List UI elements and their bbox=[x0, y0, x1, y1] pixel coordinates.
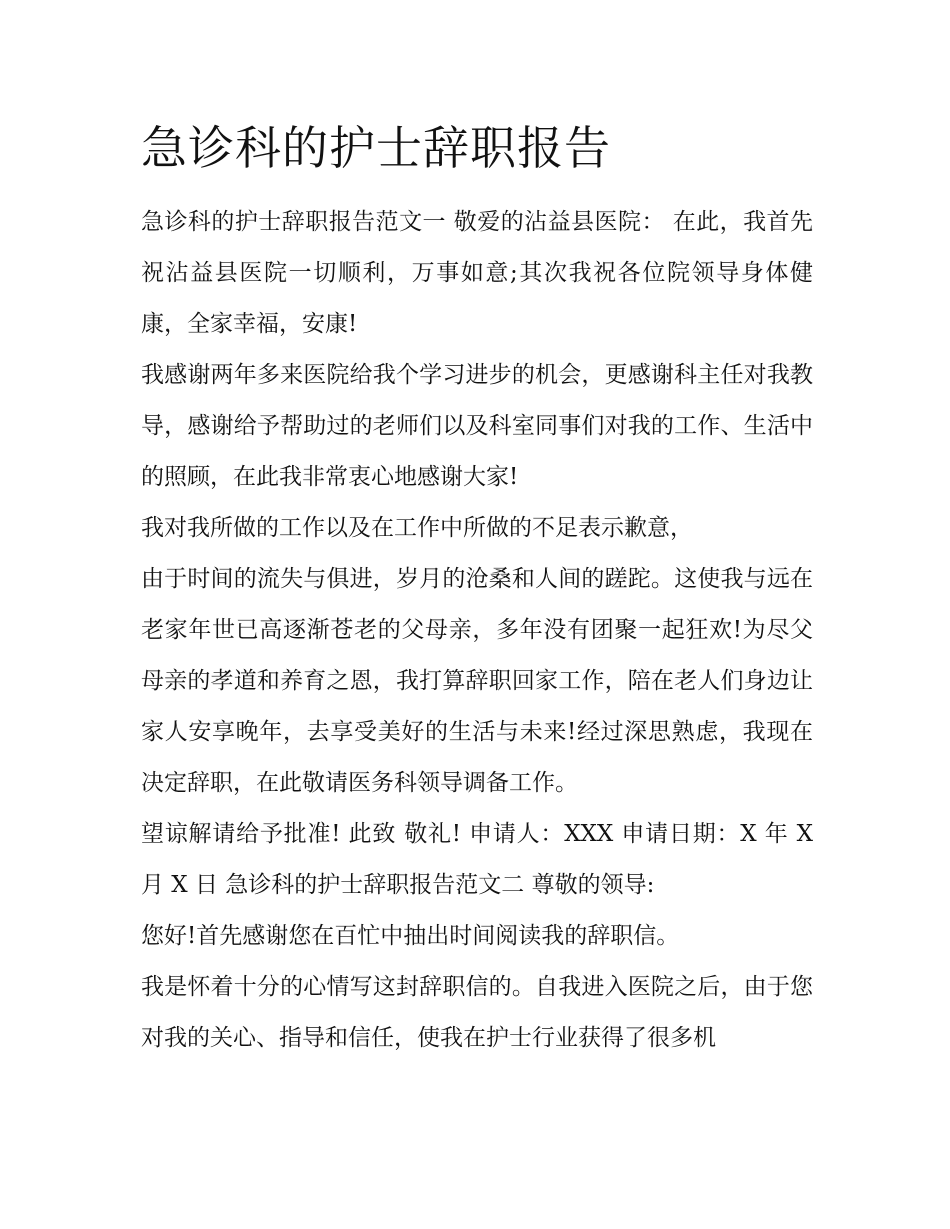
paragraph-thanks: 我感谢两年多来医院给我个学习进步的机会，更感谢科主任对我教导，感谢给予帮助过的老师们以及科室同事们对我的工作、生活中的照顾，在此我非常衷心地感谢大家! bbox=[141, 362, 813, 490]
paragraph-greeting: 您好!首先感谢您在百忙中抽出时间阅读我的辞职信。 bbox=[141, 923, 680, 949]
paragraph-intro: 急诊科的护士辞职报告范文一 敬爱的沾益县医院： 在此，我首先祝沾益县医院一切顺利，万事如意;其次我祝各位院领导身体健康，全家幸福，安康! bbox=[141, 209, 813, 337]
document-body bbox=[141, 197, 813, 1064]
paragraph-reason: 由于时间的流失与俱进，岁月的沧桑和人间的蹉跎。这使我与远在老家年世已高逐渐苍老的父母亲，多年没有团聚一起狂欢!为尽父母亲的孝道和养育之恩，我打算辞职回家工作，陪在老人们身边让家人安享晚年，去享受美好的生活与未来!经过深思熟虑，我现在决定辞职，在此敬请医务科领导调备工作。 bbox=[141, 566, 813, 796]
document-title: 急诊科的护士辞职报告 bbox=[141, 121, 611, 175]
paragraph-apology: 我对我所做的工作以及在工作中所做的不足表示歉意， bbox=[141, 515, 693, 541]
paragraph-letter-two: 我是怀着十分的心情写这封辞职信的。自我进入医院之后，由于您对我的关心、指导和信任，使我在护士行业获得了很多机 bbox=[141, 974, 813, 1051]
paragraph-closing: 望谅解请给予批准! 此致 敬礼! 申请人：XXX 申请日期：X 年 X 月 X 日 急诊科的护士辞职报告范文二 尊敬的领导: bbox=[141, 821, 813, 898]
